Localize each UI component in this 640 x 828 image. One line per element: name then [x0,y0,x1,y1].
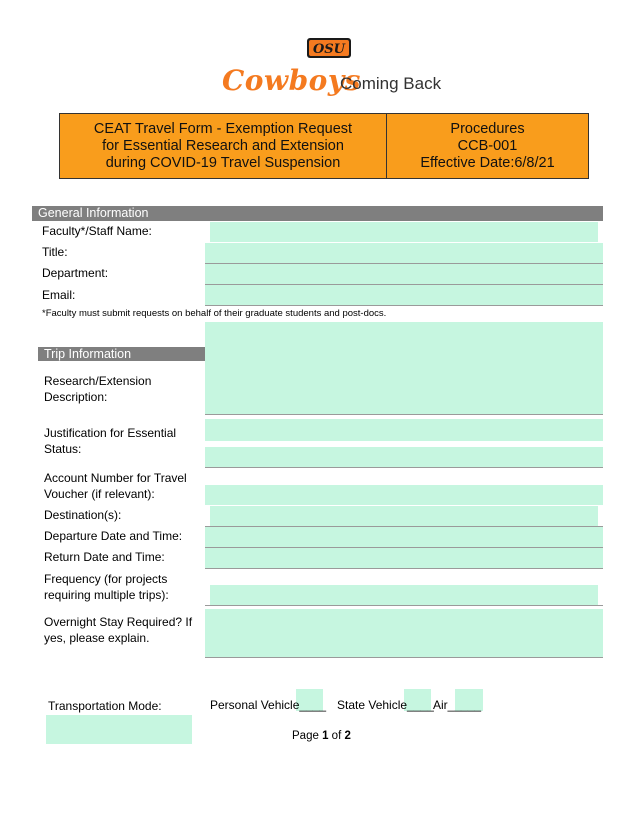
of-word: of [331,730,342,742]
form-title-line-1: CEAT Travel Form - Exemption Request [93,120,353,137]
transportation-mode-label: Transportation Mode: [48,699,162,713]
return-field[interactable] [205,548,603,568]
overnight-stay-field[interactable] [205,609,603,657]
frequency-label-line-1: Frequency (for projects [44,572,168,586]
justification-label-line-2: Status: [44,442,82,456]
email-label: Email: [42,288,76,302]
email-field[interactable] [205,285,603,305]
general-information-header: General Information [32,206,603,221]
return-underline [205,568,603,569]
osu-brand-mark-icon [306,36,352,60]
email-underline [205,305,603,306]
frequency-label-line-2: requiring multiple trips): [44,588,169,602]
procedure-code: CCB-001 [457,137,518,154]
justification-field-top[interactable] [205,419,603,441]
department-label: Department: [42,266,109,280]
form-title-line-3: during COVID-19 Travel Suspension [105,154,341,171]
state-vehicle-option: State Vehicle____ [337,698,434,712]
page-number [292,730,351,742]
page-word: Page [292,730,319,742]
frequency-underline [205,605,603,606]
personal-vehicle-option: Personal Vehicle____ [210,698,327,712]
departure-label: Departure Date and Time: [44,529,183,543]
page-current: 1 [322,730,329,742]
justification-field-bottom[interactable] [205,447,603,467]
air-option: Air_____ [433,698,482,712]
destination-label: Destination(s): [44,508,122,522]
logo-tagline: Coming Back [340,74,442,93]
research-label-line-1: Research/Extension [44,374,152,388]
title-field[interactable] [205,243,603,263]
faculty-staff-name-field[interactable] [210,222,598,242]
form-title-line-2: for Essential Research and Extension [102,137,344,154]
overnight-label-line-1: Overnight Stay Required? If [44,615,193,629]
effective-date: Effective Date:6/8/21 [420,154,555,171]
return-label: Return Date and Time: [44,550,165,564]
cowboys-wordmark: Cowboys [222,64,361,97]
faculty-footnote: *Faculty must submit requests on behalf of their graduate students and post-docs. [42,308,387,319]
form-title-cell [60,114,387,178]
form-header [59,113,589,179]
overnight-label-line-2: yes, please explain. [44,631,150,645]
frequency-field[interactable] [210,585,598,605]
title-label: Title: [42,245,68,259]
page-total: 2 [344,730,351,742]
account-label-line-1: Account Number for Travel [44,471,187,485]
account-label-line-2: Voucher (if relevant): [44,487,155,501]
account-number-field[interactable] [205,485,603,505]
overnight-underline [205,657,603,658]
research-label-line-2: Description: [44,390,108,404]
research-underline [205,414,603,415]
procedures-label: Procedures [450,120,525,137]
departure-field[interactable] [205,527,603,547]
department-field[interactable] [205,264,603,284]
research-description-field[interactable] [205,322,603,414]
trip-information-header: Trip Information [38,347,205,361]
justification-label-line-1: Justification for Essential [44,426,177,440]
osu-mark-text: OSU [312,42,346,57]
justification-underline [205,467,603,468]
transportation-mode-field[interactable] [46,715,192,744]
procedures-cell [387,114,588,178]
destination-field[interactable] [210,506,598,526]
faculty-staff-name-label: Faculty*/Staff Name: [42,224,152,238]
osu-cowboys-logo [222,30,452,100]
